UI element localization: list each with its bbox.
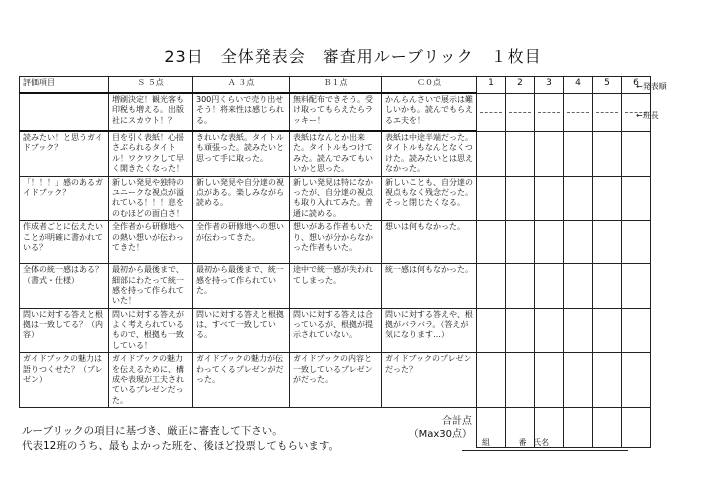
order-leader-cell[interactable]: [506, 93, 535, 131]
criterion-cell: 「！！！」感のあるガイドブック？: [20, 176, 109, 221]
criterion-cell: 読みたい！と思うガイドブック？: [20, 131, 109, 176]
level-s-cell: 全作者から研修地への熱い想いが伝わってきた！: [109, 221, 193, 264]
criterion-cell: 全体の統一感はある？（書式・仕様）: [20, 264, 109, 309]
score-cell[interactable]: [535, 131, 564, 176]
level-b-cell: 新しい発見は特になかったが、自分達の視点も取り入れてみた。普通に読める。: [290, 176, 382, 221]
level-c-cell: 表紙は中途半端だった。タイトルもなんとなくつけた。読みたいとは思えなかった。: [382, 131, 477, 176]
presentation-order-label: ←発表順: [636, 82, 667, 91]
score-cell[interactable]: [593, 176, 622, 221]
group-header-3: 3: [535, 77, 564, 94]
score-cell[interactable]: [622, 264, 651, 309]
level-c-cell: 新しいことも、自分達の視点もなく残念だった。そっと閉じたくなる。: [382, 176, 477, 221]
score-cell[interactable]: [622, 176, 651, 221]
score-cell[interactable]: [593, 264, 622, 309]
criterion-cell: ガイドブックの魅力は語りつくせた？（プレゼン）: [20, 353, 109, 408]
score-cell[interactable]: [535, 308, 564, 353]
rubric-row: [20, 353, 651, 408]
signature-line[interactable]: [462, 437, 628, 451]
score-cell[interactable]: [477, 221, 506, 264]
level-s-cell: 新しい発見や独特のユニークな視点が溢れている！！！息をのむほどの面白さ！: [109, 176, 193, 221]
level-a-cell: 最初から最後まで、統一感を持って作られていた。: [193, 264, 290, 309]
level-a-cell: 300円くらいで売り出せそう！将来性は感じられる。: [193, 93, 290, 131]
score-cell[interactable]: [506, 308, 535, 353]
name-label: 氏名: [533, 438, 550, 447]
level-c-cell: 想いは何もなかった。: [382, 221, 477, 264]
group-header-2: 2: [506, 77, 535, 94]
rubric-row: [20, 264, 651, 309]
score-cell[interactable]: [622, 308, 651, 353]
score-cell[interactable]: [506, 264, 535, 309]
class-label: 組: [482, 438, 490, 447]
level-c-cell: 問いに対する答えや、根拠がバラバラ。（答えが気になります…）: [382, 308, 477, 353]
criterion-cell: [20, 93, 109, 131]
rubric-row: [20, 131, 651, 176]
level-a-cell: 新しい発見や自分達の視点がある。楽しみながら読める。: [193, 176, 290, 221]
rubric-table: [19, 76, 651, 448]
level-s-header: Ｓ ５点: [109, 77, 193, 94]
group-leader-label: ←班長: [636, 111, 659, 120]
level-s-cell: 問いに対する答えがよく考えられているもので、根拠も一致している！: [109, 308, 193, 353]
score-cell[interactable]: [506, 221, 535, 264]
score-cell[interactable]: [535, 221, 564, 264]
instruction-line: 代表12班のうち、最もよかった班を、後ほど投票してもらいます。: [22, 440, 340, 453]
score-cell[interactable]: [477, 131, 506, 176]
score-cell[interactable]: [477, 353, 506, 408]
score-cell[interactable]: [622, 221, 651, 264]
score-cell[interactable]: [506, 176, 535, 221]
criteria-header: 評価項目: [20, 77, 109, 94]
level-a-cell: きれいな表紙。タイトルも頑張った。読みたいと思って手に取った。: [193, 131, 290, 176]
group-header-6: 6: [622, 77, 651, 94]
score-cell[interactable]: [564, 264, 593, 309]
score-cell[interactable]: [622, 353, 651, 408]
level-a-cell: 全作者の研修地への想いが伝わってきた。: [193, 221, 290, 264]
score-cell[interactable]: [535, 353, 564, 408]
order-leader-cell[interactable]: [477, 93, 506, 131]
level-b-cell: 途中で統一感が失われてしまった。: [290, 264, 382, 309]
order-leader-cell[interactable]: [593, 93, 622, 131]
criterion-cell: 作成者ごとに伝えたいことが明確に書かれている？: [20, 221, 109, 264]
order-leader-cell[interactable]: [564, 93, 593, 131]
score-cell[interactable]: [535, 176, 564, 221]
score-cell[interactable]: [564, 176, 593, 221]
rubric-row: [20, 308, 651, 353]
score-cell[interactable]: [564, 308, 593, 353]
instruction-line: ルーブリックの項目に基づき、厳正に審査して下さい。: [22, 425, 283, 437]
instructions: [22, 424, 339, 454]
level-c-cell: 統一感は何もなかった。: [382, 264, 477, 309]
total-max: （Max30点）: [408, 428, 472, 440]
rubric-row: [20, 221, 651, 264]
level-s-cell: 最初から最後まで、細部にわたって統一感を持って作られていた！: [109, 264, 193, 309]
score-cell[interactable]: [593, 221, 622, 264]
level-a-cell: 問いに対する答えと根拠は、すべて一致している。: [193, 308, 290, 353]
level-b-cell: 問いに対する答えは合っているが、根拠が提示されていない。: [290, 308, 382, 353]
number-label: 番: [518, 438, 527, 447]
score-cell[interactable]: [564, 221, 593, 264]
level-a-cell: ガイドブックの魅力が伝わってくるプレゼンがだった。: [193, 353, 290, 408]
score-cell[interactable]: [477, 264, 506, 309]
page-title: 23日 全体発表会 審査用ルーブリック １枚目: [164, 47, 542, 66]
total-label: 合計点: [442, 415, 472, 427]
header-row: [20, 77, 651, 94]
level-b-cell: 無料配布できそう。受け取ってもらえたらラッキー！: [290, 93, 382, 131]
score-cell[interactable]: [477, 308, 506, 353]
level-c-cell: かんらんさいで展示は難しいかも。読んでもらえるエ夫を！: [382, 93, 477, 131]
score-cell[interactable]: [506, 353, 535, 408]
score-cell[interactable]: [593, 131, 622, 176]
group-header-1: 1: [477, 77, 506, 94]
group-header-5: 5: [593, 77, 622, 94]
criterion-cell: 問いに対する答えと根拠は一致してる？（内容）: [20, 308, 109, 353]
level-s-cell: ガイドブックの魅力を伝えるために、構成や表現が工夫されているプレゼンだった。: [109, 353, 193, 408]
level-c-cell: ガイドブックのプレゼンだった？: [382, 353, 477, 408]
rubric-row: [20, 93, 651, 131]
level-b-header: Ｂ１点: [290, 77, 382, 94]
score-cell[interactable]: [622, 131, 651, 176]
score-cell[interactable]: [564, 131, 593, 176]
group-header-4: 4: [564, 77, 593, 94]
score-cell[interactable]: [477, 176, 506, 221]
score-cell[interactable]: [593, 308, 622, 353]
order-leader-cell[interactable]: [535, 93, 564, 131]
rubric-row: [20, 176, 651, 221]
level-b-cell: ガイドブックの内容と一致しているプレゼンがだった。: [290, 353, 382, 408]
score-cell[interactable]: [506, 131, 535, 176]
level-s-cell: 目を引く表紙！心揺さぶられるタイトル！ワクワクして早く開きたくなった！: [109, 131, 193, 176]
level-b-cell: 想いがある作者もいたり、想いが分からなかった作者もいた。: [290, 221, 382, 264]
level-c-header: Ｃ０点: [382, 77, 477, 94]
level-s-cell: 増刷決定！観光客も印税も増える。出版社にスカウト！？: [109, 93, 193, 131]
level-b-cell: 表紙はなんとか出来た。タイトルもつけてみた。読んでみてもいいかと思った。: [290, 131, 382, 176]
level-a-header: Ａ ３点: [193, 77, 290, 94]
score-cell[interactable]: [593, 353, 622, 408]
score-cell[interactable]: [564, 353, 593, 408]
score-cell[interactable]: [535, 264, 564, 309]
